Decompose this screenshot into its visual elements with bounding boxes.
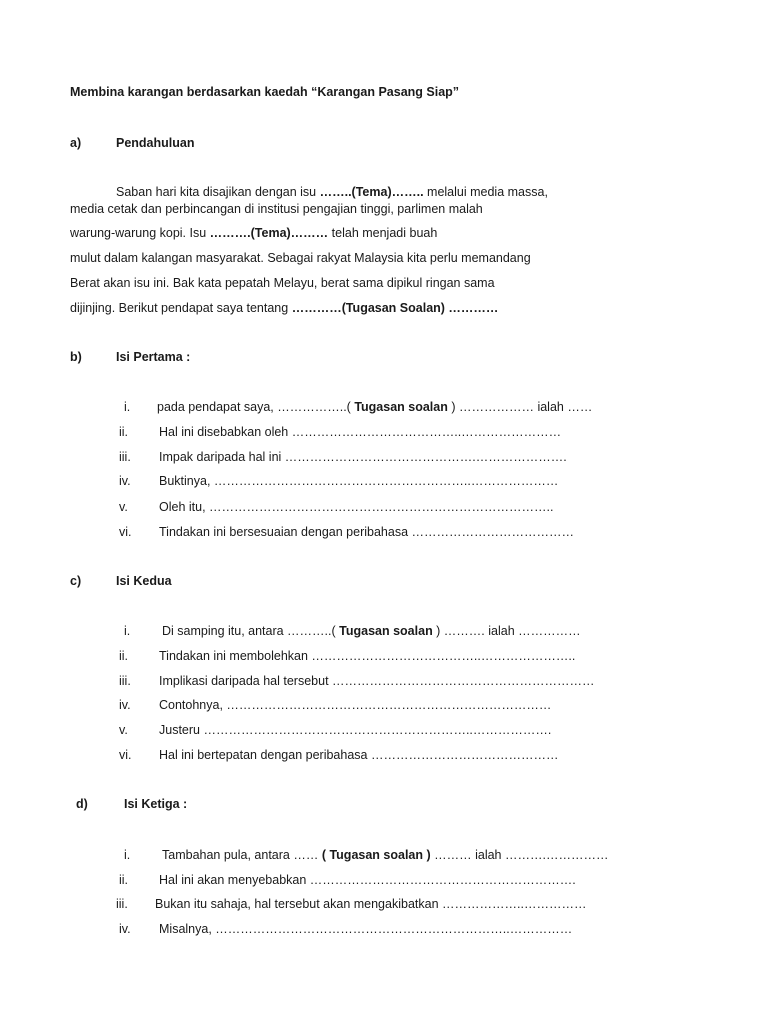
item-number: vi. [119, 748, 132, 762]
item-number: ii. [119, 425, 129, 439]
item-number: ii. [119, 873, 129, 887]
list-item: Tindakan ini bersesuaian dengan peribahasa ………………………………… [159, 525, 574, 539]
intro-line-3: warung-warung kopi. Isu ……….(Tema)……… telah menjadi buah [70, 226, 438, 240]
list-item: Buktinya, ……………………………………………………..………………… [159, 474, 559, 488]
list-item: Hal ini bertepatan dengan peribahasa ……………………………………… [159, 748, 559, 762]
item-number: iii. [116, 897, 128, 911]
list-item: Tindakan ini membolehkan …………………………………..………………….. [159, 649, 576, 663]
item-number: iv. [119, 698, 131, 712]
list-item: Contohnya, …………………………………………………………………… [159, 698, 552, 712]
list-item: Impak daripada hal ini ……………………………………….…………………. [159, 450, 567, 464]
item-number: ii. [119, 649, 129, 663]
intro-line-1: Saban hari kita disajikan dengan isu ……..(Tema)…….. melalui media massa, [116, 185, 548, 199]
list-item: Implikasi daripada hal tersebut ……………………………………………………… [159, 674, 595, 688]
item-number: iv. [119, 922, 131, 936]
list-item: Hal ini akan menyebabkan ………………………………………………………. [159, 873, 576, 887]
section-b-heading: Isi Pertama : [116, 350, 191, 364]
list-item: Tambahan pula, antara …… ( Tugasan soalan ) ……… ialah ……….…………… [162, 848, 609, 862]
item-number: v. [119, 723, 128, 737]
item-number: i. [124, 848, 131, 862]
list-item: Misalnya, ……………………………………………………………..…………… [159, 922, 573, 936]
section-a-label: a) [70, 136, 82, 150]
item-number: vi. [119, 525, 132, 539]
list-item: Justeru ………………………………………………………..………………. [159, 723, 552, 737]
list-item: Hal ini disebabkan oleh …………………………………..…………………… [159, 425, 562, 439]
list-item: Di samping itu, antara ………..( Tugasan soalan ) ………. ialah …………… [162, 624, 581, 638]
list-item: Bukan itu sahaja, hal tersebut akan mengakibatkan ………………..…………… [155, 897, 587, 911]
section-c-heading: Isi Kedua [116, 574, 172, 588]
section-d-label: d) [76, 797, 88, 811]
section-a-heading: Pendahuluan [116, 136, 195, 150]
intro-line-4: mulut dalam kalangan masyarakat. Sebagai rakyat Malaysia kita perlu memandang [70, 251, 531, 265]
item-number: i. [124, 400, 131, 414]
list-item: pada pendapat saya, ……………..( Tugasan soalan ) ……………… ialah …… [157, 400, 593, 414]
item-number: i. [124, 624, 131, 638]
item-number: iii. [119, 450, 131, 464]
section-b-label: b) [70, 350, 82, 364]
intro-line-2: media cetak dan perbincangan di institusi pengajian tinggi, parlimen malah [70, 202, 483, 216]
section-c-label: c) [70, 574, 82, 588]
section-d-heading: Isi Ketiga : [124, 797, 188, 811]
item-number: iv. [119, 474, 131, 488]
item-number: iii. [119, 674, 131, 688]
intro-line-5: Berat akan isu ini. Bak kata pepatah Melayu, berat sama dipikul ringan sama [70, 276, 495, 290]
list-item: Oleh itu, ……………………………………………………………………….. [159, 500, 554, 514]
document-title: Membina karangan berdasarkan kaedah “Karangan Pasang Siap” [70, 85, 460, 99]
intro-line-6: dijinjing. Berikut pendapat saya tentang …………(Tugasan Soalan) ………… [70, 301, 499, 315]
item-number: v. [119, 500, 128, 514]
